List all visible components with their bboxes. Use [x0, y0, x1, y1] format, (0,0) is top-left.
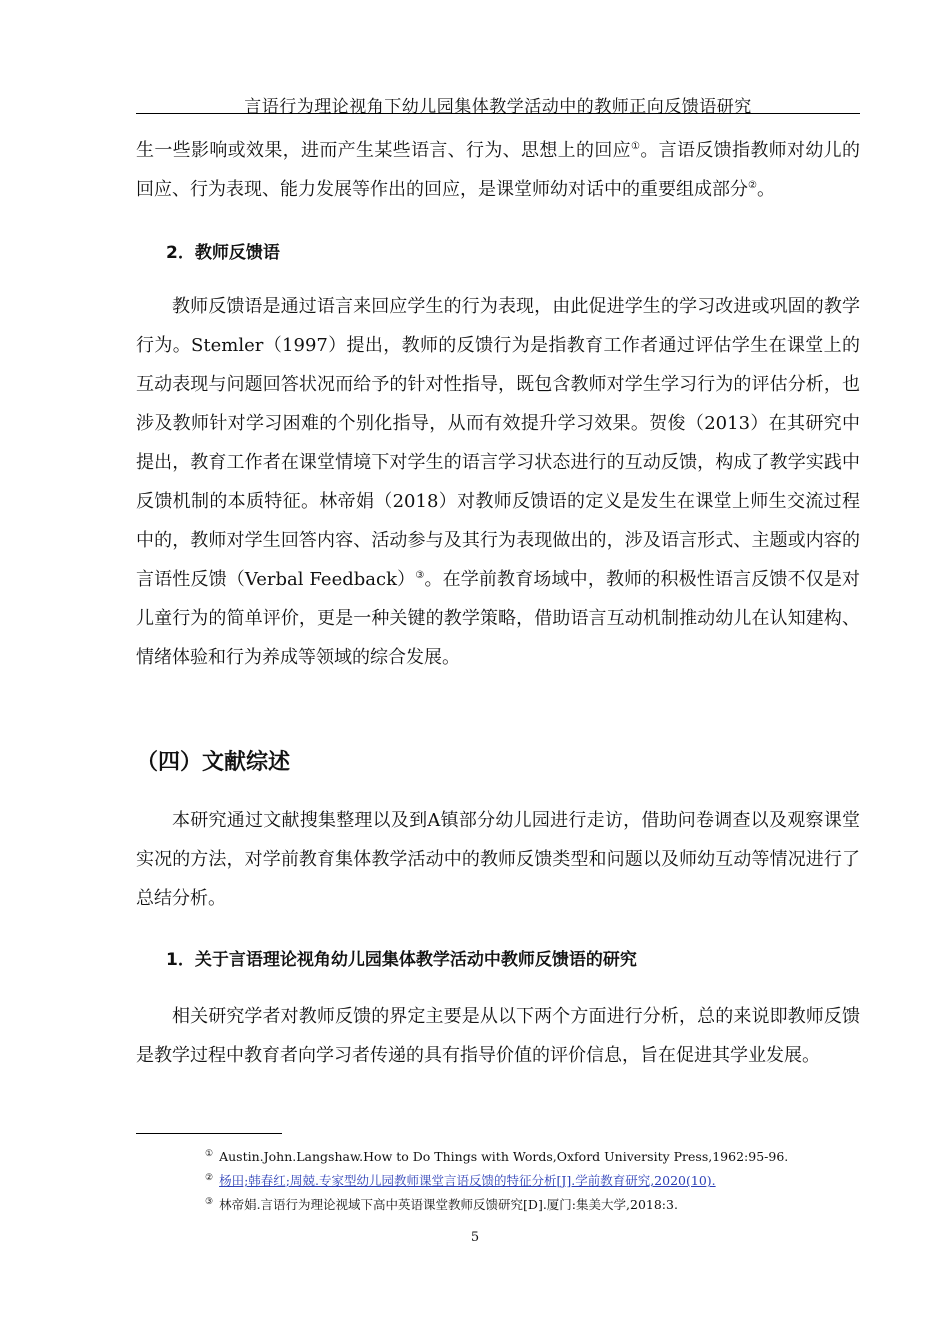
footnote-marker: ①: [205, 1149, 214, 1159]
footnote-2[interactable]: [205, 1170, 716, 1189]
footnote-rule: [136, 1133, 282, 1134]
paragraph-teacher-feedback: [136, 287, 860, 677]
footnote-ref-3[interactable]: ③: [415, 570, 425, 581]
paragraph-text: 。: [756, 179, 775, 200]
footnote-marker: ②: [205, 1173, 214, 1183]
section-heading: 2．教师反馈语: [166, 243, 280, 263]
header-rule: [136, 113, 860, 114]
paragraph-definition-continued: [136, 131, 860, 209]
footnote-ref-1[interactable]: ①: [631, 141, 641, 152]
page-number: 5: [470, 1230, 480, 1245]
footnote-text: 林帝娟.言语行为理论视域下高中英语课堂教师反馈研究[D].厦门:集美大学,2018:3.: [219, 1197, 678, 1213]
paragraph-review: 本研究通过文献搜集整理以及到A镇部分幼儿园进行走访，借助问卷调查以及观察课堂实况的方法，对学前教育集体教学活动中的教师反馈类型和问题以及师幼互动等情况进行了总结分析。: [136, 810, 860, 909]
footnote-text: Austin.John.Langshaw.How to Do Things with Words,Oxford University Press,1962:95-96.: [219, 1149, 789, 1165]
subsection-heading: 1．关于言语理论视角幼儿园集体教学活动中教师反馈语的研究: [166, 950, 637, 970]
footnote-3: [205, 1194, 678, 1213]
footnote-1: [205, 1146, 788, 1165]
footnote-ref-2[interactable]: ②: [748, 180, 757, 191]
footnote-link[interactable]: 杨田;韩春红;周兢.专家型幼儿园教师课堂言语反馈的特征分析[J].学前教育研究,2020(10).: [219, 1173, 716, 1189]
section-heading: （四）文献综述: [136, 750, 291, 775]
paragraph-text: 教师反馈语是通过语言来回应学生的行为表现，由此促进学生的学习改进或巩固的教学行为。Stemler（1997）提出，教师的反馈行为是指教育工作者通过评估学生在课堂上的互动表现与问题回答状况而给予的针对性指导，既包含教师对学生学习行为的评估分析，也涉及教师针对学习困难的个别化指导，从而有效提升学习效果。贺俊（2013）在其研究中提出，教育工作者在课堂情境下对学生的语言学习状态进行的互动反馈，构成了教学实践中反馈机制的本质特征。林帝娟（2018）对教师反馈语的定义是发生在课堂上师生交流过程中的，教师对学生回答内容、活动参与及其行为表现做出的，涉及语言形式、主题或内容的言语性反馈（Verbal Feedback）: [136, 296, 860, 590]
paragraph-review-1: 相关研究学者对教师反馈的界定主要是从以下两个方面进行分析，总的来说即教师反馈是教学过程中教育者向学习者传递的具有指导价值的评价信息，旨在促进其学业发展。: [136, 1006, 860, 1066]
paragraph-text: 。在学前教育场域中，教师的积极性语言反馈不仅是对儿童行为的简单评价，更是一种关键的教学策略，借助语言互动机制推动幼儿在认知建构、情绪体验和行为养成等领域的综合发展。: [136, 569, 860, 668]
footnote-marker: ③: [205, 1197, 214, 1207]
running-header: 言语行为理论视角下幼儿园集体教学活动中的教师正向反馈语研究: [244, 97, 752, 117]
paragraph-text: 。言语反馈指教师对幼儿的回应、行为表现、能力发展等作出的回应，是课堂师幼对话中的重要组成部分: [136, 140, 861, 200]
paragraph-text: 生一些影响或效果，进而产生某些语言、行为、思想上的回应: [136, 140, 632, 161]
